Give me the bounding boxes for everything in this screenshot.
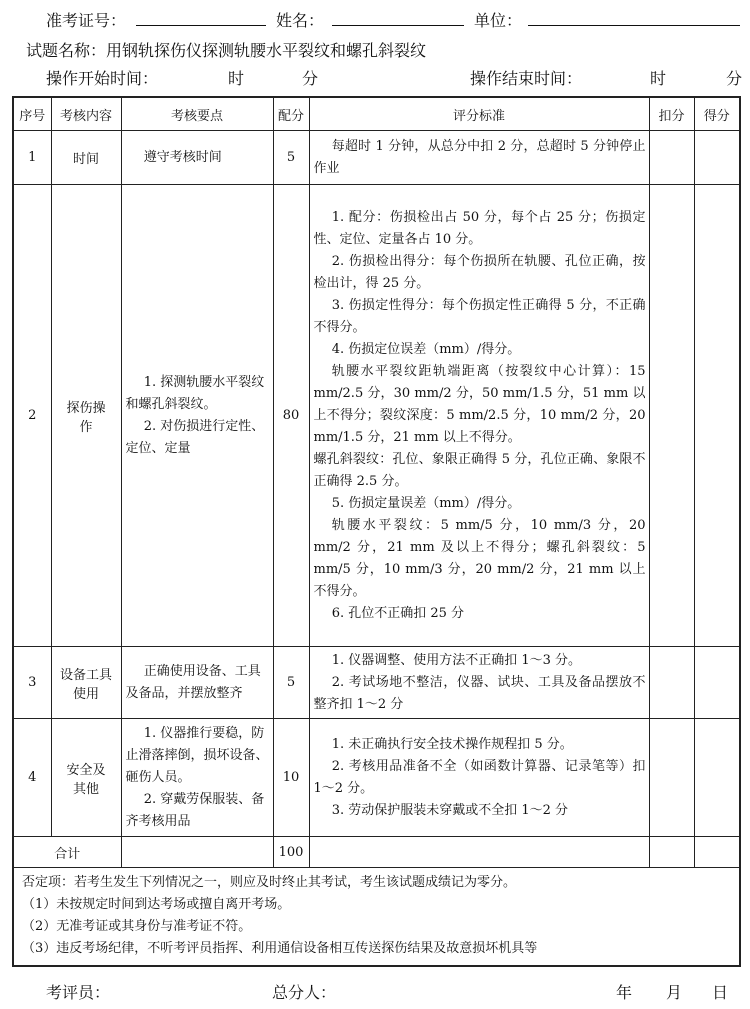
total-deduct-cell[interactable] [649, 837, 694, 868]
row-points [121, 719, 273, 837]
name-label: 姓名： [276, 11, 325, 30]
row-points [121, 131, 273, 185]
col-score: 配分 [273, 97, 309, 131]
row-criteria [309, 185, 649, 647]
got-cell[interactable] [694, 647, 740, 719]
total-score: 100 [273, 837, 309, 868]
point-text: 2. 穿戴劳保服装、备齐考核用品 [125, 791, 265, 829]
veto-text: 否定项：若考生发生下列情况之一，则应及时终止其考试，考生该试题成绩记为零分。 [22, 875, 517, 891]
row-score: 10 [273, 719, 309, 837]
criteria-text: 2. 考试场地不整洁，仪器、试块、工具及备品摆放不整齐扣 1～2 分 [313, 674, 646, 712]
criteria-text: 3. 伤损定性得分：每个伤损定性正确得 5 分，不正确不得分。 [313, 297, 646, 335]
deduct-cell[interactable] [649, 131, 694, 185]
total-got-cell[interactable] [694, 837, 740, 868]
col-got: 得分 [694, 97, 740, 131]
criteria-text: 1. 仪器调整、使用方法不正确扣 1～3 分。 [331, 652, 582, 668]
point-text: 1. 仪器推行要稳，防止滑落摔倒，损坏设备、砸伤人员。 [125, 725, 269, 785]
row-criteria [309, 647, 649, 719]
table-row [13, 719, 740, 837]
row-points [121, 647, 273, 719]
row-no: 3 [13, 647, 51, 719]
col-no: 序号 [13, 97, 51, 131]
row-content: 时间 [51, 131, 121, 185]
criteria-text: 4. 伤损定位误差（mm）/得分。 [331, 341, 521, 357]
deduct-cell[interactable] [649, 185, 694, 647]
row-content: 探伤操作 [51, 185, 121, 647]
criteria-text: 6. 孔位不正确扣 25 分 [331, 605, 465, 621]
point-text: 2. 对伤损进行定性、定位、定量 [125, 418, 265, 456]
scoring-table [12, 96, 741, 967]
total-label: 合计 [13, 837, 121, 868]
row-criteria [309, 719, 649, 837]
criteria-text: 2. 伤损检出得分：每个伤损所在轨腰、孔位正确，按检出计，得 25 分。 [313, 253, 646, 291]
veto-item: （2）无准考证或其身份与准考证不符。 [22, 919, 252, 935]
col-criteria: 评分标准 [309, 97, 649, 131]
row-points [121, 185, 273, 647]
got-cell[interactable] [694, 131, 740, 185]
row-content: 安全及其他 [51, 719, 121, 837]
unit-label: 单位： [474, 11, 523, 30]
criteria-text: 5. 伤损定量误差（mm）/得分。 [331, 495, 521, 511]
examiner-label: 考评员： [46, 983, 111, 1002]
col-content: 考核内容 [51, 97, 121, 131]
row-no: 4 [13, 719, 51, 837]
name-field[interactable] [332, 25, 464, 26]
veto-section [13, 868, 740, 966]
table-row [13, 185, 740, 647]
row-no: 2 [13, 185, 51, 647]
point-text: 正确使用设备、工具及备品，并摆放整齐 [125, 663, 261, 701]
deduct-cell[interactable] [649, 719, 694, 837]
start-time-label: 操作开始时间： [46, 69, 159, 88]
criteria-text: 螺孔斜裂纹：孔位、象限正确得 5 分，孔位正确、象限不正确得 2.5 分。 [313, 451, 646, 489]
veto-item: （1）未按规定时间到达考场或擅自离开考场。 [22, 897, 291, 913]
veto-row [13, 868, 740, 966]
total-empty [121, 837, 273, 868]
start-minute-label: 分 [302, 69, 319, 88]
total-row [13, 837, 740, 868]
got-cell[interactable] [694, 719, 740, 837]
table-header-row [13, 97, 740, 131]
row-score: 80 [273, 185, 309, 647]
end-minute-label: 分 [726, 69, 743, 88]
criteria-text: 轨腰水平裂纹距轨端距离（按裂纹中心计算）：15 mm/2.5 分，30 mm/2 分，50 mm/1.5 分，51 mm 以上不得分；裂纹深度：5 mm/2.5 分，10 mm/2 分，20 mm/1.5 分，21 mm 以上不得分。 [313, 363, 646, 445]
start-hour-label: 时 [228, 69, 245, 88]
got-cell[interactable] [694, 185, 740, 647]
month-label: 月 [666, 983, 683, 1002]
exam-title: 试题名称：用钢轨探伤仪探测轨腰水平裂纹和螺孔斜裂纹 [26, 41, 427, 60]
year-label: 年 [616, 983, 633, 1002]
criteria-text: 每超时 1 分钟，从总分中扣 2 分，总超时 5 分钟停止作业 [313, 138, 646, 176]
end-hour-label: 时 [650, 69, 667, 88]
criteria-text: 1. 配分：伤损检出占 50 分，每个占 25 分；伤损定性、定位、定量各占 10 分。 [313, 209, 646, 247]
day-label: 日 [712, 983, 729, 1002]
col-points: 考核要点 [121, 97, 273, 131]
table-row [13, 647, 740, 719]
total-empty [309, 837, 649, 868]
veto-item: （3）违反考场纪律，不听考评员指挥、利用通信设备相互传送探伤结果及故意损坏机具等 [22, 941, 538, 957]
row-score: 5 [273, 647, 309, 719]
end-time-label: 操作结束时间： [470, 69, 583, 88]
row-score: 5 [273, 131, 309, 185]
row-no: 1 [13, 131, 51, 185]
exam-no-label: 准考证号： [46, 11, 127, 30]
col-deduct: 扣分 [649, 97, 694, 131]
deduct-cell[interactable] [649, 647, 694, 719]
row-criteria [309, 131, 649, 185]
point-text: 遵守考核时间 [143, 149, 222, 165]
criteria-text: 2. 考核用品准备不全（如函数计算器、记录笔等）扣 1～2 分。 [313, 758, 646, 796]
point-text: 1. 探测轨腰水平裂纹和螺孔斜裂纹。 [125, 374, 265, 412]
unit-field[interactable] [528, 25, 740, 26]
exam-no-field[interactable] [136, 25, 266, 26]
criteria-text: 轨腰水平裂纹：5 mm/5 分，10 mm/3 分，20 mm/2 分，21 mm 及以上不得分；螺孔斜裂纹：5 mm/5 分，10 mm/3 分，20 mm/2 分，21 mm 以上不得分。 [313, 517, 646, 599]
row-content: 设备工具使用 [51, 647, 121, 719]
criteria-text: 1. 未正确执行安全技术操作规程扣 5 分。 [331, 736, 573, 752]
scorer-label: 总分人： [272, 983, 337, 1002]
criteria-text: 3. 劳动保护服装未穿戴或不全扣 1～2 分 [331, 802, 569, 818]
table-row [13, 131, 740, 185]
